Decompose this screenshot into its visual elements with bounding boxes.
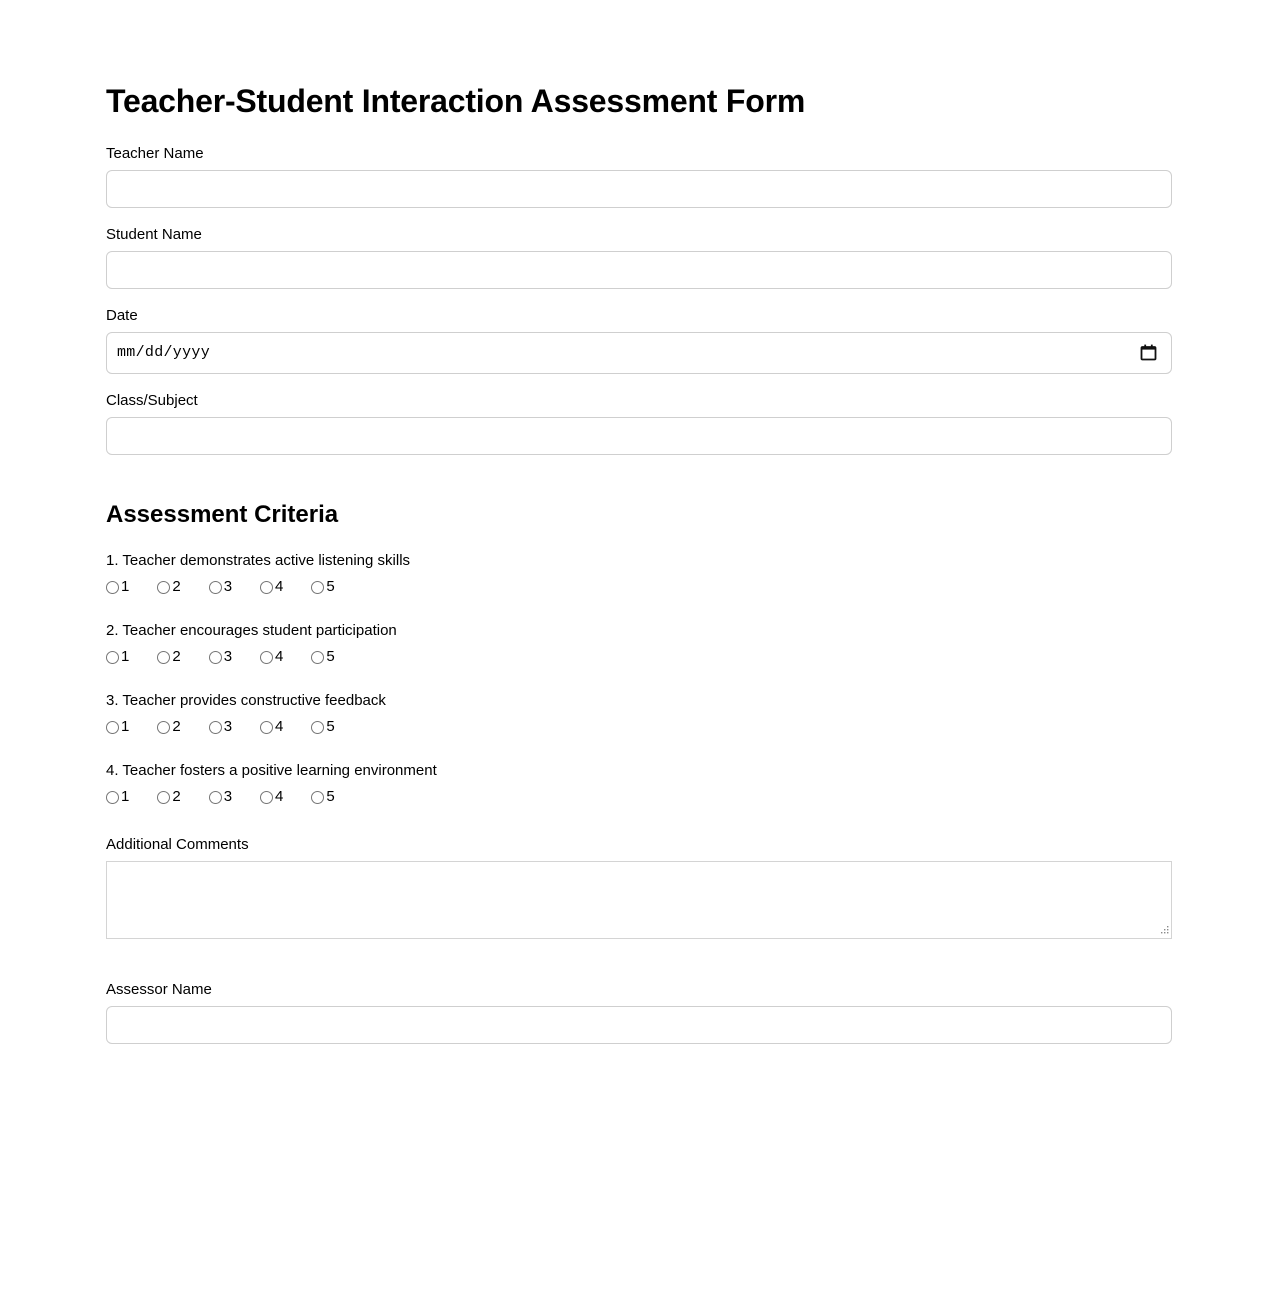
date-placeholder-text: mm/dd/yyyy xyxy=(117,344,211,362)
field-additional-comments xyxy=(106,836,1172,939)
rating-radio-3-4[interactable] xyxy=(260,721,273,734)
rating-radio-1-4[interactable] xyxy=(260,581,273,594)
rating-option-4-2[interactable] xyxy=(157,788,180,806)
rating-option-3-2[interactable] xyxy=(157,718,180,736)
class-subject-input[interactable] xyxy=(106,417,1172,455)
field-teacher-name xyxy=(106,145,1172,208)
field-assessor-name xyxy=(106,981,1172,1044)
field-class-subject xyxy=(106,392,1172,455)
rating-option-4-3[interactable] xyxy=(209,788,232,806)
rating-radio-1-3[interactable] xyxy=(209,581,222,594)
student-name-input[interactable] xyxy=(106,251,1172,289)
assessment-criteria-heading: Assessment Criteria xyxy=(106,500,339,528)
textarea-wrapper xyxy=(106,861,1172,939)
rating-label-1-4: 4 xyxy=(275,578,284,596)
rating-radio-3-1[interactable] xyxy=(106,721,119,734)
rating-label-4-2: 2 xyxy=(172,788,181,806)
rating-radio-4-3[interactable] xyxy=(209,791,222,804)
rating-option-2-2[interactable] xyxy=(157,648,180,666)
rating-option-2-4[interactable] xyxy=(260,648,283,666)
criteria-question-4: 4. Teacher fosters a positive learning environment xyxy=(106,762,437,780)
rating-label-4-4: 4 xyxy=(275,788,284,806)
rating-option-2-3[interactable] xyxy=(209,648,232,666)
rating-label-2-2: 2 xyxy=(172,648,181,666)
rating-label-1-3: 3 xyxy=(223,578,233,596)
rating-label-3-4: 4 xyxy=(275,718,284,736)
rating-scale-3 xyxy=(106,718,1172,736)
rating-label-2-1: 1 xyxy=(121,648,130,666)
rating-radio-3-3[interactable] xyxy=(209,721,222,734)
rating-radio-2-5[interactable] xyxy=(311,651,324,664)
assessor-name-label: Assessor Name xyxy=(106,981,212,999)
teacher-name-label: Teacher Name xyxy=(106,144,204,162)
criteria-item-3 xyxy=(106,692,1172,736)
rating-radio-4-5[interactable] xyxy=(311,791,324,804)
rating-radio-3-5[interactable] xyxy=(311,721,324,734)
rating-radio-4-2[interactable] xyxy=(157,791,170,804)
rating-label-4-5: 5 xyxy=(326,788,335,806)
field-date xyxy=(106,307,1172,374)
date-label: Date xyxy=(106,306,138,324)
criteria-question-3: 3. Teacher provides constructive feedback xyxy=(106,692,386,710)
teacher-name-input[interactable] xyxy=(106,170,1172,208)
field-student-name xyxy=(106,226,1172,289)
rating-option-3-1[interactable] xyxy=(106,718,129,736)
rating-label-3-3: 3 xyxy=(223,718,233,736)
rating-option-1-2[interactable] xyxy=(157,578,180,596)
rating-label-2-3: 3 xyxy=(223,648,233,666)
rating-radio-1-2[interactable] xyxy=(157,581,170,594)
page-title: Teacher-Student Interaction Assessment Form xyxy=(106,83,806,119)
criteria-item-1 xyxy=(106,552,1172,596)
criteria-question-2: 2. Teacher encourages student participation xyxy=(106,622,397,640)
rating-radio-1-1[interactable] xyxy=(106,581,119,594)
rating-scale-4 xyxy=(106,788,1172,806)
rating-radio-2-3[interactable] xyxy=(209,651,222,664)
rating-label-2-4: 4 xyxy=(275,648,284,666)
rating-radio-4-1[interactable] xyxy=(106,791,119,804)
rating-option-2-5[interactable] xyxy=(311,648,334,666)
additional-comments-textarea[interactable] xyxy=(106,861,1172,939)
rating-scale-2 xyxy=(106,648,1172,666)
rating-option-3-4[interactable] xyxy=(260,718,283,736)
criteria-question-1: 1. Teacher demonstrates active listening skills xyxy=(106,552,411,570)
rating-label-4-3: 3 xyxy=(223,788,233,806)
rating-radio-4-4[interactable] xyxy=(260,791,273,804)
date-input-wrapper xyxy=(106,332,1172,374)
assessor-name-input[interactable] xyxy=(106,1006,1172,1044)
rating-label-3-1: 1 xyxy=(121,718,130,736)
rating-radio-1-5[interactable] xyxy=(311,581,324,594)
criteria-item-4 xyxy=(106,762,1172,806)
rating-label-3-5: 5 xyxy=(326,718,335,736)
rating-option-4-1[interactable] xyxy=(106,788,129,806)
additional-comments-label: Additional Comments xyxy=(106,836,249,854)
rating-label-2-5: 5 xyxy=(326,648,335,666)
rating-label-1-2: 2 xyxy=(172,578,181,596)
rating-radio-2-2[interactable] xyxy=(157,651,170,664)
rating-option-1-3[interactable] xyxy=(209,578,232,596)
rating-label-1-5: 5 xyxy=(326,578,335,596)
rating-option-1-4[interactable] xyxy=(260,578,283,596)
class-subject-label: Class/Subject xyxy=(106,391,198,409)
rating-label-3-2: 2 xyxy=(172,718,181,736)
rating-option-1-5[interactable] xyxy=(311,578,334,596)
rating-label-1-1: 1 xyxy=(121,578,130,596)
rating-option-4-5[interactable] xyxy=(311,788,334,806)
rating-scale-1 xyxy=(106,578,1172,596)
rating-option-4-4[interactable] xyxy=(260,788,283,806)
rating-option-2-1[interactable] xyxy=(106,648,129,666)
rating-option-3-3[interactable] xyxy=(209,718,232,736)
rating-radio-2-4[interactable] xyxy=(260,651,273,664)
rating-option-3-5[interactable] xyxy=(311,718,334,736)
rating-radio-3-2[interactable] xyxy=(157,721,170,734)
rating-radio-2-1[interactable] xyxy=(106,651,119,664)
calendar-icon[interactable] xyxy=(1139,343,1158,362)
rating-label-4-1: 1 xyxy=(121,788,130,806)
rating-option-1-1[interactable] xyxy=(106,578,129,596)
student-name-label: Student Name xyxy=(106,225,202,243)
date-input[interactable] xyxy=(106,332,1172,374)
criteria-item-2 xyxy=(106,622,1172,666)
